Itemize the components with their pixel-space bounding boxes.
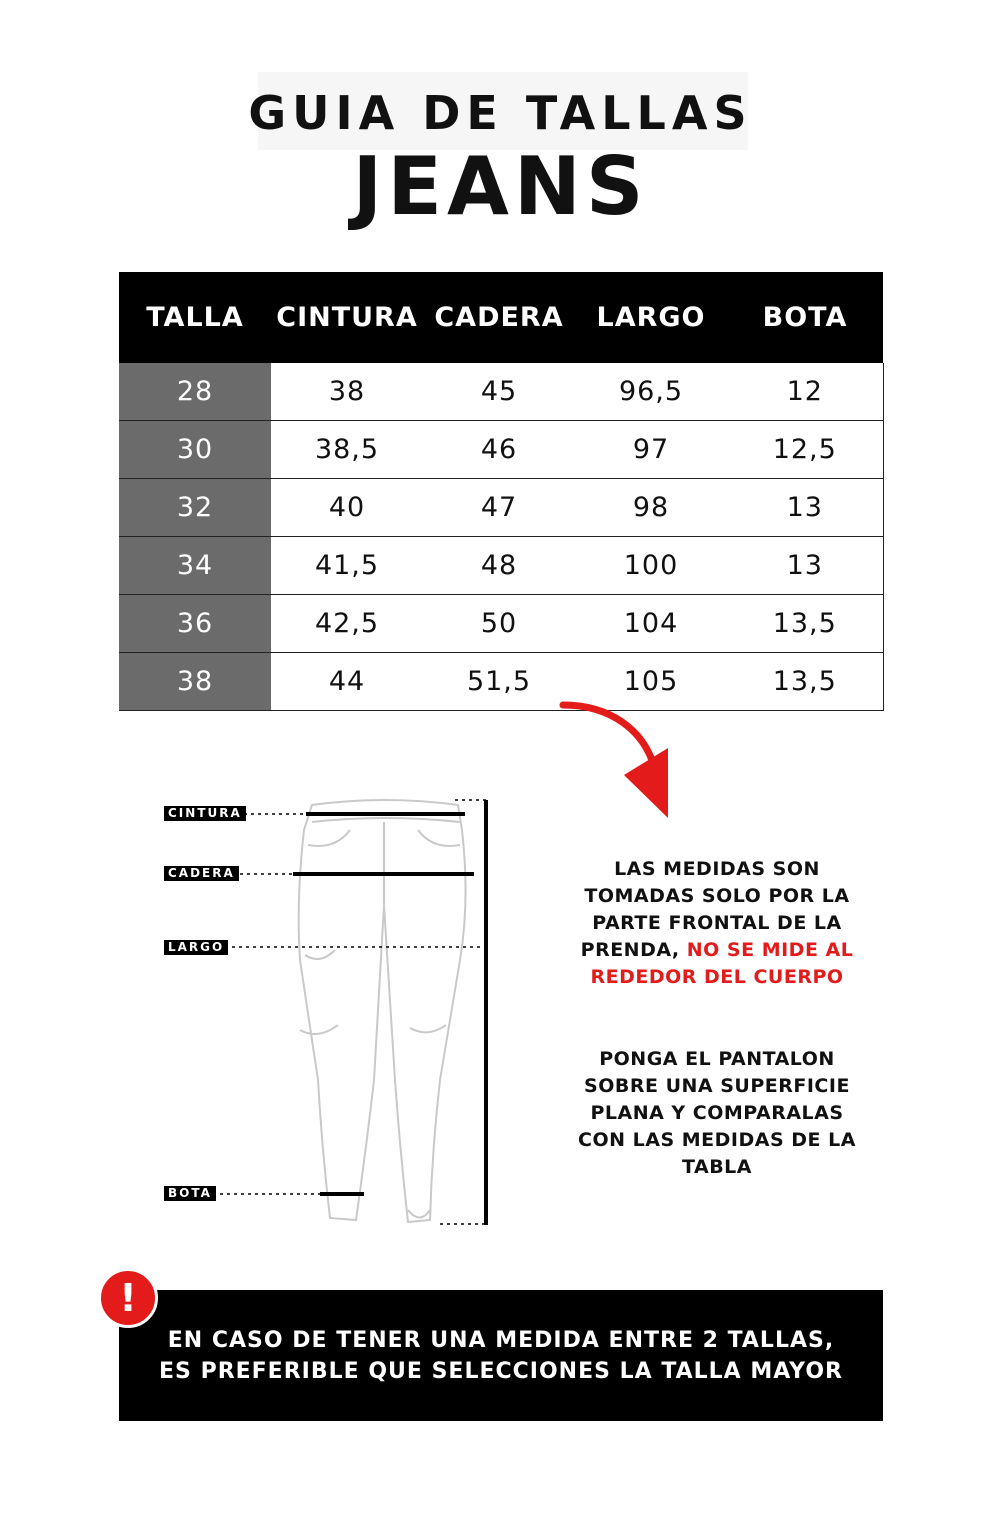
cell-largo: 104: [575, 595, 727, 653]
table-row: [119, 363, 883, 421]
cell-cintura: 44: [271, 653, 423, 711]
cell-size: 38: [119, 653, 271, 711]
header-largo: LARGO: [575, 272, 727, 363]
instruction-note: PONGA EL PANTALON SOBRE UNA SUPERFICIE PLANA Y COMPARALAS CON LAS MEDIDAS DE LA TABLA: [578, 1048, 856, 1178]
label-cintura: CINTURA: [164, 806, 246, 821]
cell-cintura: 38: [271, 363, 423, 421]
cell-bota: 13,5: [727, 595, 883, 653]
cell-size: 32: [119, 479, 271, 537]
header-cadera: CADERA: [423, 272, 575, 363]
cell-largo: 98: [575, 479, 727, 537]
note-warning-text: NO SE MIDE AL REDEDOR DEL CUERPO: [590, 939, 854, 988]
cell-bota: 13: [727, 537, 883, 595]
cell-cintura: 42,5: [271, 595, 423, 653]
cell-size: 30: [119, 421, 271, 479]
cell-cadera: 46: [423, 421, 575, 479]
label-largo: LARGO: [164, 940, 228, 955]
measure-lines: [220, 800, 486, 1225]
cell-largo: 100: [575, 537, 727, 595]
label-bota: BOTA: [164, 1186, 216, 1201]
warning-banner: [119, 1290, 883, 1421]
jeans-outline-icon: [299, 800, 466, 1222]
cell-cadera: 47: [423, 479, 575, 537]
exclamation-icon: !: [98, 1268, 158, 1328]
cell-cintura: 40: [271, 479, 423, 537]
cell-largo: 96,5: [575, 363, 727, 421]
header-cintura: CINTURA: [271, 272, 423, 363]
table-header-row: [119, 272, 883, 363]
cell-cadera: 48: [423, 537, 575, 595]
note-text: LAS MEDIDAS SON TOMADAS SOLO POR LA PARTE FRONTAL DE LA PRENDA,: [580, 858, 850, 961]
cell-size: 28: [119, 363, 271, 421]
table-row: [119, 595, 883, 653]
cell-bota: 13,5: [727, 653, 883, 711]
cell-cintura: 38,5: [271, 421, 423, 479]
table-row: [119, 653, 883, 711]
table-row: [119, 421, 883, 479]
cell-bota: 12: [727, 363, 883, 421]
label-cadera: CADERA: [164, 866, 239, 881]
cell-largo: 97: [575, 421, 727, 479]
header-talla: TALLA: [119, 272, 271, 363]
page-subtitle: GUIA DE TALLAS: [248, 86, 753, 140]
curved-arrow-icon: [563, 705, 668, 818]
cell-size: 34: [119, 537, 271, 595]
size-table: [119, 272, 884, 711]
cell-bota: 12,5: [727, 421, 883, 479]
cell-cadera: 45: [423, 363, 575, 421]
table-row: [119, 537, 883, 595]
cell-cintura: 41,5: [271, 537, 423, 595]
cell-cadera: 51,5: [423, 653, 575, 711]
measurement-note: [572, 856, 862, 991]
warning-text: EN CASO DE TENER UNA MEDIDA ENTRE 2 TALLAS, ES PREFERIBLE QUE SELECCIONES LA TALLA MAYOR: [159, 1327, 843, 1384]
cell-bota: 13: [727, 479, 883, 537]
table-row: [119, 479, 883, 537]
header-bota: BOTA: [727, 272, 883, 363]
cell-size: 36: [119, 595, 271, 653]
page-title: JEANS: [352, 140, 649, 233]
cell-largo: 105: [575, 653, 727, 711]
cell-cadera: 50: [423, 595, 575, 653]
